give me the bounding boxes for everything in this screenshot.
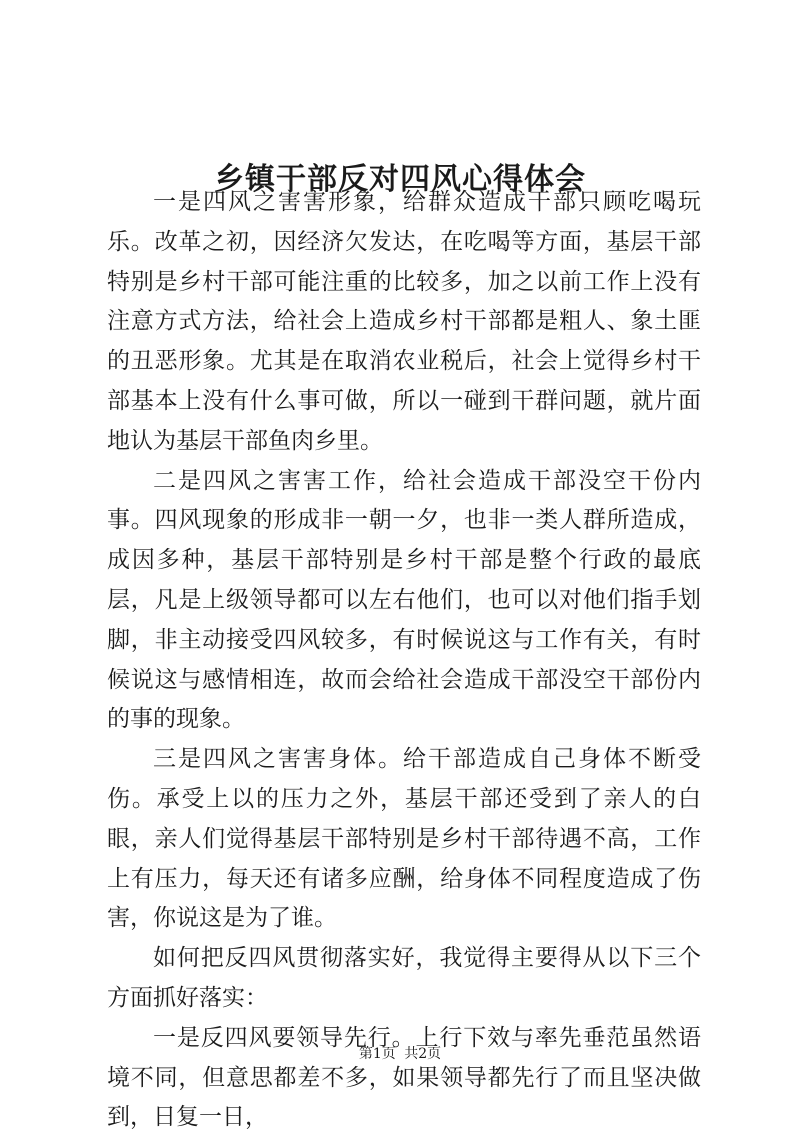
page-total: 共2页	[404, 1046, 442, 1062]
paragraph: 如何把反四风贯彻落实好，我觉得主要得从以下三个方面抓好落实：	[107, 945, 701, 1011]
page-title: 乡镇干部反对四风心得体会	[214, 162, 586, 198]
paragraph: 二是四风之害害工作，给社会造成干部没空干份内事。四风现象的形成非一朝一夕，也非一类人群所造成，成因多种，基层干部特别是乡村干部是整个行政的最底层，凡是上级领导都可以左右他们，也可以对他们指手划脚，非主动接受四风较多，有时候说这与工作有关，有时候说这与感情相连，故而会给社会造成干部没空干部份内的事的现象。	[107, 467, 701, 733]
paragraph: 一是反四风要领导先行。上行下效与率先垂范虽然语境不同，但意思都差不多，如果领导都先行了而且坚决做到，日复一日，	[107, 1024, 701, 1131]
document-body	[107, 183, 701, 1138]
paragraph: 一是四风之害害形象，给群众造成干部只顾吃喝玩乐。改革之初，因经济欠发达，在吃喝等方面，基层干部特别是乡村干部可能注重的比较多，加之以前工作上没有注意方式方法，给社会上造成乡村干部都是粗人、象土匪的丑恶形象。尤其是在取消农业税后，社会上觉得乡村干部基本上没有什么事可做，所以一碰到干群问题，就片面地认为基层干部鱼肉乡里。	[107, 189, 701, 454]
page-number: 第1页	[358, 1046, 396, 1062]
paragraph: 三是四风之害害身体。给干部造成自己身体不断受伤。承受上以的压力之外，基层干部还受到了亲人的白眼，亲人们觉得基层干部特别是乡村干部待遇不高，工作上有压力，每天还有诸多应酬，给身体不同程度造成了伤害，你说这是为了谁。	[107, 746, 701, 932]
page-footer	[0, 1044, 800, 1064]
